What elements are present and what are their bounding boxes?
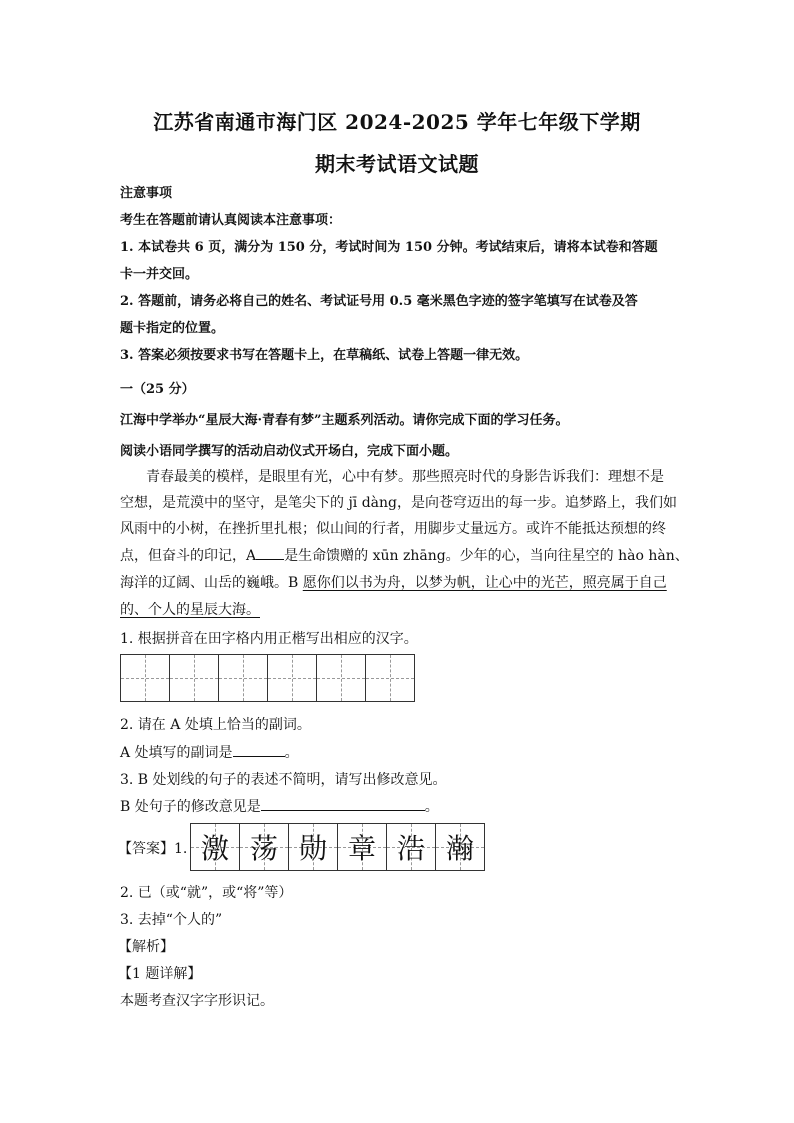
section-intro1: 江海中学举办“星辰大海·青春有梦”主题系列活动。请你完成下面的学习任务。: [120, 413, 569, 428]
passage-line2: 空想，是荒漠中的坚守，是笔尖下的 jī dàng，是向苍穹迈出的每一步。追梦路上，我们如: [120, 495, 678, 511]
notice-intro: 考生在答题前请认真阅读本注意事项：: [120, 213, 342, 228]
grid-cell: [267, 654, 317, 702]
answer-cell: [337, 823, 387, 871]
passage-line5: [120, 572, 680, 592]
q1-detail-heading: 【1 题详解】: [118, 966, 202, 982]
blank-a: [256, 547, 284, 560]
answer-char-4: 章: [347, 832, 376, 865]
q3-blank: [261, 798, 425, 811]
answer-label: 【答案】1.: [118, 841, 188, 857]
notice-item1-line1: 1. 本试卷共 6 页，满分为 150 分，考试时间为 150 分钟。考试结束后，请将本试卷和答题: [120, 240, 658, 255]
answer-3: 3. 去掉“个人的”: [120, 912, 223, 928]
question-1: 1. 根据拼音在田字格内用正楷写出相应的汉字。: [120, 631, 418, 647]
answer-cell: [435, 823, 485, 871]
grid-cell: [316, 654, 366, 702]
notice-item3: 3. 答案必须按要求书写在答题卡上，在草稿纸、试卷上答题一律无效。: [120, 348, 529, 363]
q2-answer-prompt: A 处填写的副词是: [120, 745, 233, 761]
q2-answer-end: 。: [284, 745, 299, 761]
q1-detail-text: 本题考查汉字字形识记。: [120, 993, 274, 1009]
passage-line1: 青春最美的模样，是眼里有光，心中有梦。那些照亮时代的身影告诉我们：理想不是: [146, 469, 664, 485]
grid-cell: [169, 654, 219, 702]
passage-line6: 的、个人的星辰大海。: [120, 602, 260, 618]
answer-char-1: 激: [200, 832, 229, 865]
answer-cell: [288, 823, 338, 871]
grid-cell: [365, 654, 415, 702]
empty-tian-grid: [120, 654, 414, 702]
analysis-heading: 【解析】: [118, 939, 174, 955]
question-2-answer-line: [120, 742, 680, 762]
passage-line4: [120, 545, 689, 565]
notice-item2-line2: 题卡指定的位置。: [120, 321, 225, 336]
underlined-sentence-b: 愿你们以书为舟，以梦为帆，让心中的光芒，照亮属于自己: [302, 575, 667, 591]
passage-line5-start: 海洋的辽阔、山岳的巍峨。B: [120, 575, 303, 591]
answer-char-5: 浩: [396, 832, 425, 865]
section-intro2: 阅读小语同学撰写的活动启动仪式开场白，完成下面小题。: [120, 444, 459, 459]
grid-cell: [218, 654, 268, 702]
q2-blank: [233, 744, 285, 757]
answer-char-2: 荡: [249, 832, 278, 865]
passage-line4-start: 点，但奋斗的印记，A: [120, 548, 257, 564]
answer-cell: [190, 823, 240, 871]
answer-tian-grid: [190, 823, 484, 871]
question-3: 3. B 处划线的句子的表述不简明，请写出修改意见。: [120, 772, 447, 788]
answer-char-6: 瀚: [445, 832, 474, 865]
answer-cell: [386, 823, 436, 871]
passage-line4-end: 是生命馈赠的 xūn zhāng。少年的心，当向往星空的 hào hàn、: [284, 548, 689, 564]
exam-title-line2: 期末考试语文试题: [315, 152, 479, 176]
answer-2: 2. 已（或“就”，或“将”等）: [120, 885, 293, 901]
section-heading: 一（25 分）: [120, 382, 195, 397]
passage-line3: 风雨中的小树，在挫折里扎根；似山间的行者，用脚步丈量远方。或许不能抵达预想的终: [120, 521, 666, 537]
answer-char-3: 勋: [298, 832, 327, 865]
question-3-answer-line: [120, 796, 680, 816]
notice-item1-line2: 卡一并交回。: [120, 267, 199, 282]
notice-item2-line1: 2. 答题前，请务必将自己的姓名、考试证号用 0.5 毫米黑色字迹的签字笔填写在试卷及答: [120, 294, 638, 309]
q3-answer-end: 。: [424, 799, 439, 815]
exam-title-line1: 江苏省南通市海门区 2024-2025 学年七年级下学期: [153, 110, 641, 134]
q3-answer-prompt: B 处句子的修改意见是: [120, 799, 261, 815]
answer-cell: [239, 823, 289, 871]
grid-cell: [120, 654, 170, 702]
question-2: 2. 请在 A 处填上恰当的副词。: [120, 717, 311, 733]
notice-heading: 注意事项: [120, 186, 173, 201]
